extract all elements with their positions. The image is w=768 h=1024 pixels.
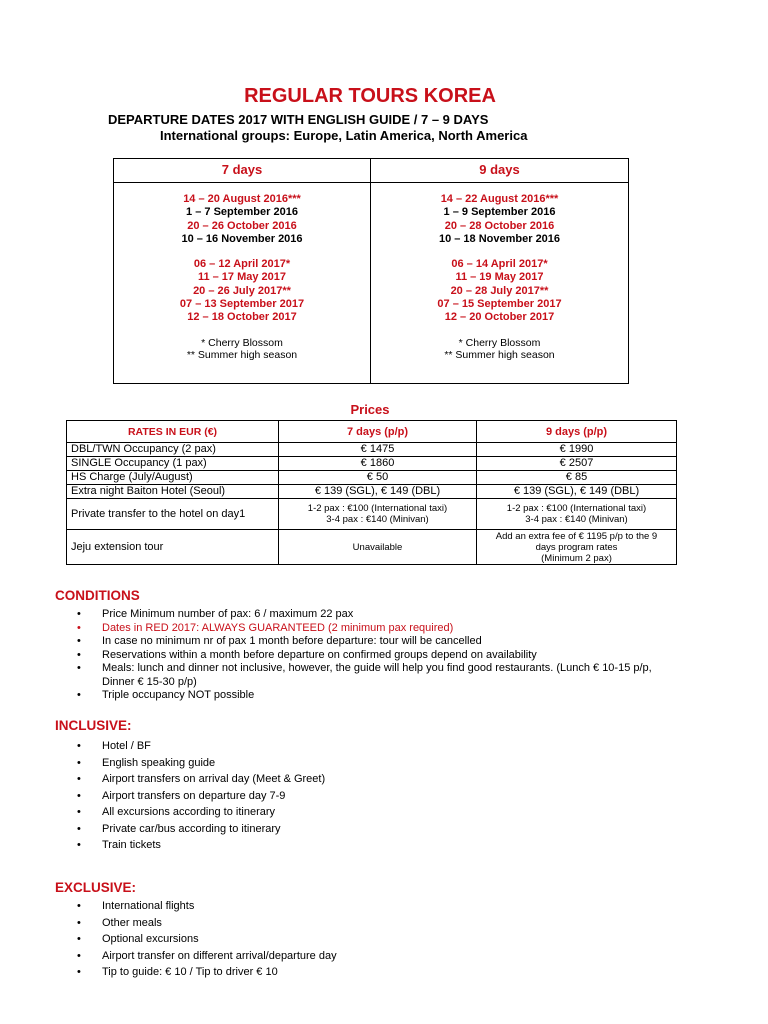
dates-notes [114, 337, 370, 362]
dates-column-9-days [371, 159, 628, 383]
departure-dates-table [113, 158, 629, 384]
dates-list-9-days [371, 183, 628, 362]
date-item: 11 – 17 May 2017 [197, 271, 287, 284]
list-item: • Airport transfers on departure day 7-9 [55, 790, 325, 804]
jeju-note: Add an extra fee of € 1195 p/p to the 9 [495, 530, 658, 542]
conditions-heading: CONDITIONS [55, 588, 140, 603]
price-9-days [477, 530, 677, 565]
row-label: Extra night Baiton Hotel (Seoul) [67, 485, 279, 499]
date-item: 10 – 18 November 2016 [438, 232, 561, 245]
date-item: 07 – 13 September 2017 [179, 298, 305, 311]
table-header-row [67, 421, 677, 443]
date-item: 10 – 16 November 2016 [181, 232, 303, 245]
dates-header-7-days: 7 days [114, 159, 370, 183]
price-9-days: € 2507 [477, 457, 677, 471]
note-cherry-blossom: * Cherry Blossom [201, 336, 283, 349]
row-label: Jeju extension tour [67, 530, 279, 565]
note-summer-season: ** Summer high season [186, 349, 298, 362]
jeju-note: (Minimum 2 pax) [541, 552, 612, 564]
table-row [67, 457, 677, 471]
inclusive-list [55, 740, 325, 856]
row-label: SINGLE Occupancy (1 pax) [67, 457, 279, 471]
date-item: 14 – 22 August 2016*** [440, 193, 559, 205]
list-item: • Other meals [55, 917, 337, 931]
header-7-days: 7 days (p/p) [279, 421, 477, 443]
list-item: • Airport transfer on different arrival/departure day [55, 950, 337, 964]
list-item: • Airport transfers on arrival day (Meet & Greet) [55, 773, 325, 787]
exclusive-heading: EXCLUSIVE: [55, 880, 137, 895]
subtitle-groups: International groups: Europe, Latin America, North America [160, 128, 528, 143]
row-label: DBL/TWN Occupancy (2 pax) [67, 443, 279, 457]
date-item: 14 – 20 August 2016*** [183, 193, 301, 205]
note-summer-season: ** Summer high season [444, 349, 555, 362]
prices-table [66, 420, 677, 565]
list-item: • Price Minimum number of pax: 6 / maximum 22 pax [55, 608, 662, 622]
date-item: 06 – 12 April 2017* [193, 258, 291, 271]
list-item: • In case no minimum nr of pax 1 month before departure: tour will be cancelled [55, 635, 662, 649]
date-item: 11 – 19 May 2017 [455, 271, 544, 284]
date-item: 12 – 18 October 2017 [187, 311, 297, 324]
row-label: Private transfer to the hotel on day1 [67, 499, 279, 530]
price-7-days: € 1475 [279, 443, 477, 457]
price-7-days [279, 499, 477, 530]
price-9-days: € 85 [477, 471, 677, 485]
price-7-days: Unavailable [279, 530, 477, 565]
list-item: • Tip to guide: € 10 / Tip to driver € 10 [55, 966, 337, 980]
price-9-days [477, 499, 677, 530]
jeju-note: days program rates [535, 541, 618, 553]
table-row [67, 443, 677, 457]
table-row [67, 471, 677, 485]
dates-column-7-days [114, 159, 371, 383]
table-row [67, 499, 677, 530]
conditions-list [55, 608, 662, 703]
date-item: 07 – 15 September 2017 [437, 298, 562, 311]
date-item: 20 – 26 July 2017** [193, 284, 291, 297]
list-item: • English speaking guide [55, 757, 325, 771]
list-item: • International flights [55, 900, 337, 914]
header-9-days: 9 days (p/p) [477, 421, 677, 443]
table-row [67, 485, 677, 499]
page-title: REGULAR TOURS KOREA [244, 85, 496, 107]
price-7-days: € 139 (SGL), € 149 (DBL) [279, 485, 477, 499]
date-item: 12 – 20 October 2017 [444, 311, 555, 324]
date-item: 20 – 28 July 2017** [450, 284, 549, 297]
date-item: 1 – 9 September 2016 [443, 206, 556, 219]
transfer-option: 1-2 pax : €100 (International taxi) [506, 503, 647, 514]
date-item: 20 – 26 October 2016 [187, 219, 297, 232]
prices-heading: Prices [350, 402, 390, 417]
price-7-days: € 50 [279, 471, 477, 485]
list-item: • Dates in RED 2017: ALWAYS GUARANTEED (2 minimum pax required) [55, 622, 662, 636]
list-item: • All excursions according to itinerary [55, 806, 325, 820]
dates-list-7-days [114, 183, 370, 362]
exclusive-list [55, 900, 337, 983]
transfer-option: 1-2 pax : €100 (International taxi) [307, 503, 448, 514]
date-item: 06 – 14 April 2017* [451, 258, 548, 271]
table-row [67, 530, 677, 565]
inclusive-heading: INCLUSIVE: [55, 718, 132, 733]
list-item: • Reservations within a month before departure on confirmed groups depend on availability [55, 649, 662, 663]
row-label: HS Charge (July/August) [67, 471, 279, 485]
list-item: • Meals: lunch and dinner not inclusive, however, the guide will help you find good restaurants. (Lunch € 10-15 p/p, Dinner € 15-30 p/p) [55, 662, 662, 689]
list-item: • Triple occupancy NOT possible [55, 689, 662, 703]
date-item: 1 – 7 September 2016 [186, 206, 298, 219]
price-7-days: € 1860 [279, 457, 477, 471]
date-item: 20 – 28 October 2016 [444, 219, 555, 232]
dates-header-9-days: 9 days [371, 159, 628, 183]
price-9-days: € 1990 [477, 443, 677, 457]
list-item: • Private car/bus according to itinerary [55, 823, 312, 837]
transfer-option: 3-4 pax : €140 (Minivan) [525, 514, 628, 525]
list-item: • Train tickets [55, 839, 325, 853]
dates-notes [371, 337, 628, 362]
price-9-days: € 139 (SGL), € 149 (DBL) [477, 485, 677, 499]
list-item: • Optional excursions [55, 933, 337, 947]
header-rates: RATES IN EUR (€) [67, 421, 279, 443]
note-cherry-blossom: * Cherry Blossom [458, 336, 541, 349]
transfer-option: 3-4 pax : €140 (Minivan) [326, 514, 429, 525]
subtitle-departure: DEPARTURE DATES 2017 WITH ENGLISH GUIDE / 7 – 9 DAYS [108, 112, 489, 127]
list-item: • Hotel / BF [55, 740, 325, 754]
